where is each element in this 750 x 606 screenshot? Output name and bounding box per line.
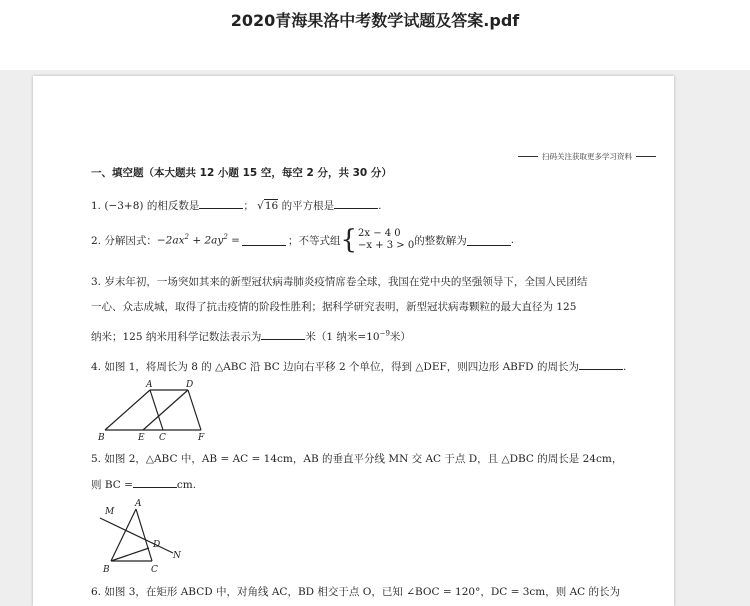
q5-blank — [133, 477, 177, 488]
fig1-label-b: B — [98, 433, 105, 442]
fig2-label-n: N — [173, 551, 181, 561]
fig1-side-df — [188, 390, 201, 430]
q4-blank — [579, 359, 623, 370]
question-3-line-1: 3. 岁末年初，一场突如其来的新型冠状病毒肺炎疫情席卷全球，我国在党中央的坚强领导下，全国人民团结 — [91, 276, 588, 288]
pdf-page — [33, 76, 674, 606]
q2-blank-2 — [467, 235, 511, 246]
q2-text-d: . — [510, 234, 515, 246]
question-3-line-3: 纳米；125 纳米用科学记数法表示为 米（1 纳米$=10^{-9}$米） — [91, 329, 411, 343]
fig2-side-ac — [136, 509, 152, 561]
q2-blank-1 — [242, 235, 286, 246]
q1-sqrt-arg: 16 — [264, 200, 279, 212]
fig1-label-d: D — [186, 380, 194, 390]
note-text: 扫码关注获取更多学习资料 — [542, 152, 632, 161]
question-5-line-1: 5. 如图 2，△ABC 中，AB = AC = 14cm，AB 的垂直平分线 MN 交 AC 于点 D，且 △DBC 的周长是 24cm， — [91, 453, 623, 465]
section-title: 一、填空题（本大题共 12 小题 15 空，每空 2 分，共 30 分） — [91, 167, 392, 179]
fig1-label-c: C — [159, 433, 166, 442]
q1-text-a: 1. (−3+8) 的相反数是 — [91, 200, 200, 212]
fig1-label-a: A — [146, 380, 153, 390]
fig1-side-ba — [105, 390, 150, 430]
figure-2 — [91, 498, 221, 576]
fig2-label-a: A — [135, 499, 142, 509]
q1-text-b: ； — [243, 200, 254, 212]
question-5-line-2: 则 BC = cm. — [91, 479, 197, 491]
fig2-label-c: C — [151, 565, 158, 575]
fig1-label-f: F — [198, 433, 205, 442]
note-rule-left — [518, 156, 538, 157]
fig2-label-b: B — [103, 565, 110, 575]
fig2-label-d: D — [153, 540, 161, 550]
fig1-label-e: E — [138, 433, 145, 442]
header-note — [518, 151, 656, 162]
q1-blank-1 — [199, 198, 243, 209]
q2-expression: $-2ax^2 + 2ay^2$ = — [156, 233, 240, 247]
q2-text-a: 2. 分解因式： — [91, 234, 157, 247]
q1-blank-2 — [334, 198, 378, 209]
fig2-line-mn — [100, 518, 173, 553]
q2-text-c: 的整数解为 — [414, 234, 467, 247]
question-1: 1. (−3+8) 的相反数是 ； √16 的平方根是 . — [91, 200, 382, 212]
question-4: 4. 如图 1，将周长为 8 的 △ABC 沿 BC 边向右平移 2 个单位，得到 △DEF，则四边形 ABFD 的周长为 . — [91, 361, 627, 373]
note-rule-right — [636, 156, 656, 157]
inequality-1: 2x − 4 0 — [358, 228, 401, 239]
fig1-side-ac — [150, 390, 163, 430]
q2-text-b: ；不等式组 — [287, 234, 341, 247]
question-6-partial: 6. 如图 3，在矩形 ABCD 中，对角线 AC，BD 相交于点 O，已知 ∠BOC = 120°，DC = 3cm，则 AC 的长为 — [91, 586, 621, 598]
inequality-2: −x + 3 > 0 — [358, 240, 415, 251]
q1-text-d: . — [378, 200, 382, 212]
inequality-system — [340, 225, 415, 255]
viewer-header — [0, 0, 750, 70]
question-2 — [91, 225, 515, 255]
fig1-side-de — [143, 390, 188, 430]
document-title: 2020青海果洛中考数学试题及答案.pdf — [230, 11, 520, 30]
q1-text-c: 的平方根是 — [281, 200, 335, 212]
question-3-line-2: 一心、众志成城，取得了抗击疫情的阶段性胜利；据科学研究表明，新型冠状病毒颗粒的最大直径为 125 — [91, 301, 577, 313]
fig2-label-m: M — [105, 507, 115, 517]
q3-blank — [261, 329, 305, 340]
brace-symbol: { — [340, 225, 358, 255]
figure-1 — [93, 378, 213, 442]
